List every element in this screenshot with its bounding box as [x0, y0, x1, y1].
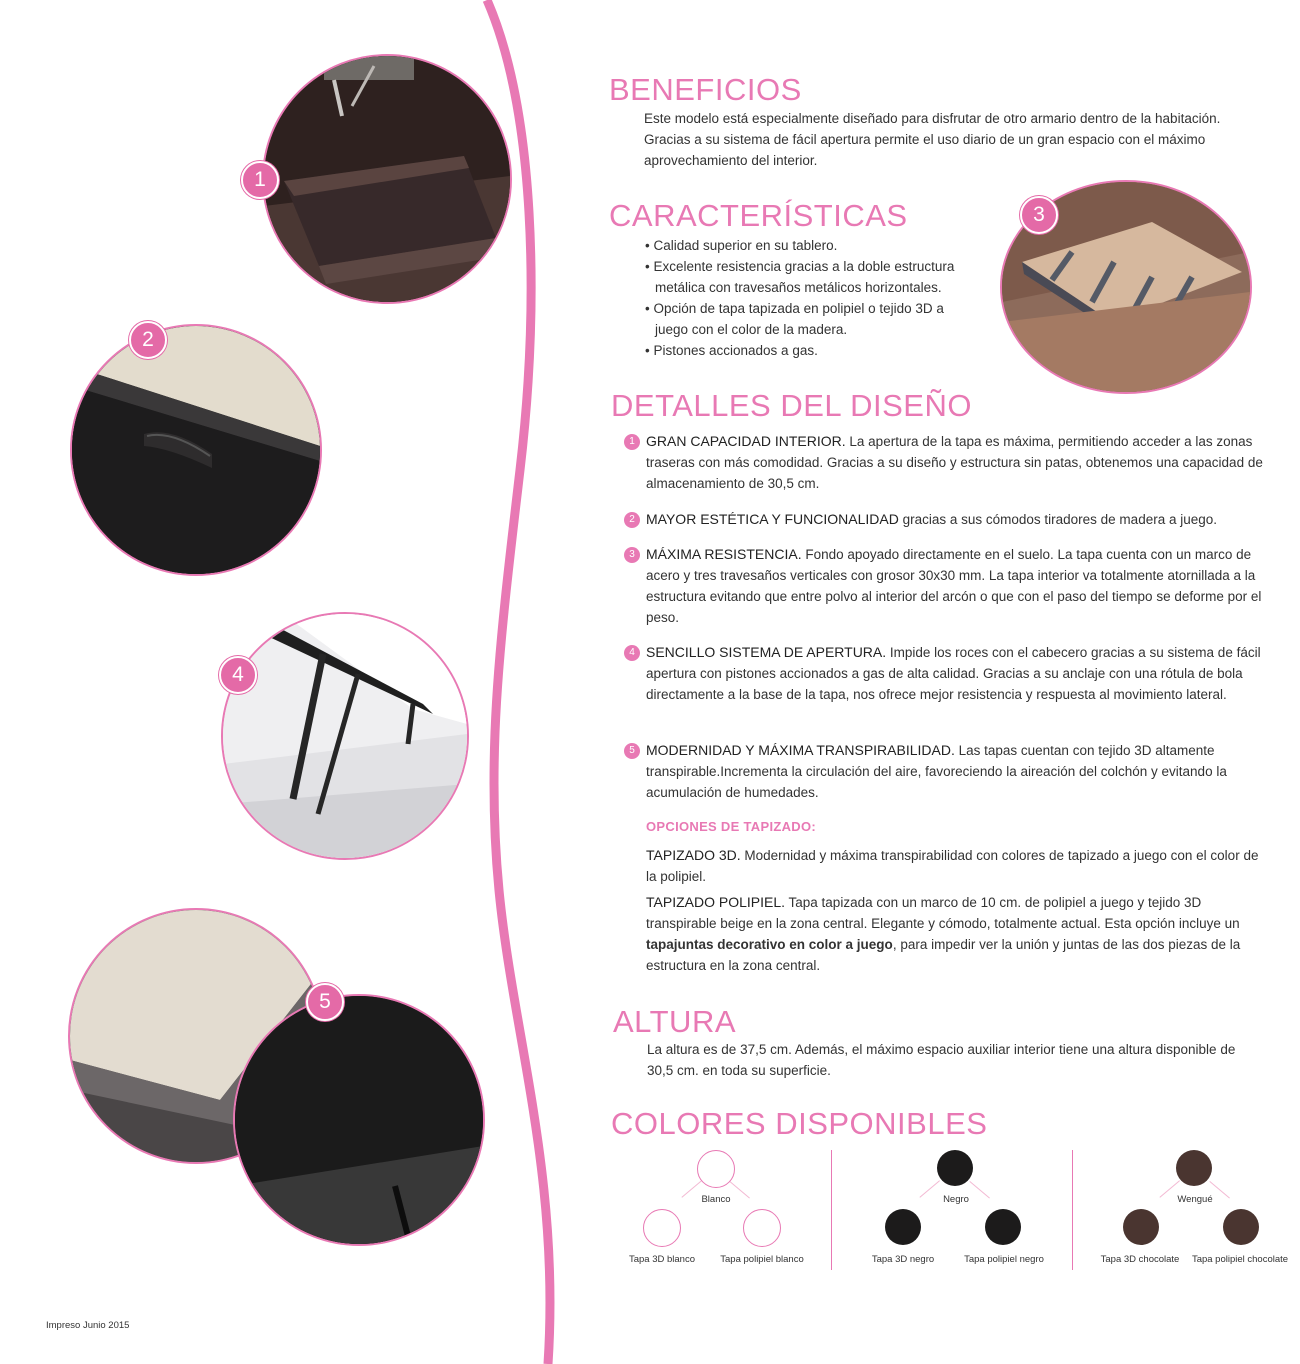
detail-item-4 [646, 642, 1266, 705]
altura-text: La altura es de 37,5 cm. Además, el máximo espacio auxiliar interior tiene una altura disponible de 30,5 cm. en toda su superficie. [647, 1042, 1236, 1078]
badge-4: 4 [219, 656, 257, 694]
detail-lead: MODERNIDAD Y MÁXIMA TRANSPIRABILIDAD. [646, 742, 955, 758]
swatch-blanco [697, 1150, 735, 1188]
swatch-label-wengue: Wengué [1177, 1194, 1213, 1205]
tapizado-3d-lead: TAPIZADO 3D. [646, 847, 741, 863]
swatch-negro [937, 1150, 973, 1186]
swatch-label-tapa-polipiel-negro: Tapa polipiel negro [964, 1254, 1044, 1265]
detail-text: gracias a sus cómodos tiradores de madera a juego. [898, 512, 1218, 527]
detail-number-1: 1 [624, 434, 640, 450]
photo-interior-capacity [262, 54, 512, 304]
swatch-wengue [1176, 1150, 1212, 1186]
detail-text: La apertura de la tapa es máxima, permitiendo acceder a las zonas traseras con más comodidad. Gracias a su diseño y estructura sin patas, obtenemos una capacidad de almacenamiento de 30,5 cm. [646, 434, 1263, 491]
detail-number-4: 4 [624, 645, 640, 661]
swatch-tapa-3d-blanco [643, 1209, 681, 1247]
detail-text: Fondo apoyado directamente en el suelo. La tapa cuenta con un marco de acero y tres travesaños verticales con grosor 30x30 mm. La tapa interior va totalmente atornillada a la estructura evitando que entre polvo al interior del arcón o que con el paso del tiempo se deforme por el peso. [646, 547, 1262, 625]
heading-caracteristicas: CARACTERÍSTICAS [609, 198, 908, 233]
heading-beneficios: BENEFICIOS [609, 72, 802, 107]
badge-5: 5 [306, 983, 344, 1021]
detail-item-1 [646, 431, 1266, 494]
swatch-label-tapa-polipiel-chocolate: Tapa polipiel chocolate [1191, 1254, 1289, 1265]
footer-print-date: Impreso Junio 2015 [46, 1320, 130, 1331]
separator [1072, 1150, 1073, 1270]
detail-lead: MÁXIMA RESISTENCIA. [646, 546, 802, 562]
detail-item-5 [646, 740, 1266, 803]
heading-altura: ALTURA [613, 1004, 737, 1039]
swatch-tapa-polipiel-blanco [743, 1209, 781, 1247]
photo-gas-pistons [221, 612, 469, 860]
detail-text: Las tapas cuentan con tejido 3D altamente transpirable.Incrementa la circulación del aire, favoreciendo la aireación del colchón y evitando la acumulación de humedades. [646, 743, 1227, 800]
detail-lead: SENCILLO SISTEMA DE APERTURA. [646, 644, 887, 660]
swatch-tapa-polipiel-negro [985, 1209, 1021, 1245]
detail-number-3: 3 [624, 547, 640, 563]
separator [831, 1150, 832, 1270]
badge-2: 2 [129, 321, 167, 359]
swatch-label-tapa-polipiel-blanco: Tapa polipiel blanco [720, 1254, 804, 1265]
swatch-tapa-3d-chocolate [1123, 1209, 1159, 1245]
detail-lead: MAYOR ESTÉTICA Y FUNCIONALIDAD [646, 511, 899, 527]
detail-number-5: 5 [624, 743, 640, 759]
heading-colores: COLORES DISPONIBLES [611, 1106, 988, 1141]
badge-3: 3 [1020, 196, 1058, 234]
caracteristicas-list [643, 235, 963, 361]
badge-1: 1 [241, 161, 279, 199]
swatch-tapa-3d-negro [885, 1209, 921, 1245]
beneficios-text: Este modelo está especialmente diseñado para disfrutar de otro armario dentro de la habitación. Gracias a su sistema de fácil apertura permite el uso diario de un gran espacio con el máximo aprovechamiento del interior. [644, 111, 1221, 168]
detail-text: Impide los roces con el cabecero gracias a su sistema de fácil apertura con pistones accionados a gas de alta calidad. Gracias a su anclaje con una rótula de bola directamente a la base de la tapa, nos ofrece mejor resistencia y respuesta al movimiento lateral. [646, 645, 1261, 702]
tapizado-3d-text: Modernidad y máxima transpirabilidad con colores de tapizado a juego con el color de la polipiel. [646, 848, 1259, 884]
opciones-tapizado-title: OPCIONES DE TAPIZADO: [646, 819, 817, 834]
heading-detalles: DETALLES DEL DISEÑO [611, 388, 972, 423]
caracteristica-item: • Calidad superior en su tablero. [643, 235, 963, 256]
detail-lead: GRAN CAPACIDAD INTERIOR. [646, 433, 846, 449]
swatch-label-tapa-3d-chocolate: Tapa 3D chocolate [1100, 1254, 1180, 1265]
caracteristica-item: • Excelente resistencia gracias a la doble estructura metálica con travesaños metálicos horizontales. [643, 256, 963, 298]
tapizado-polipiel-text-after: , para impedir ver la unión y juntas de las dos piezas de la estructura en la zona central. [646, 937, 1241, 973]
detail-item-3 [646, 544, 1266, 628]
tapizado-3d [646, 845, 1266, 887]
swatch-label-tapa-3d-negro: Tapa 3D negro [871, 1254, 935, 1265]
photo-black-fabric [233, 994, 485, 1246]
tapizado-polipiel [646, 892, 1266, 976]
swatch-label-blanco: Blanco [701, 1194, 731, 1205]
photo-handle-detail [70, 324, 322, 576]
swatch-label-tapa-3d-blanco: Tapa 3D blanco [628, 1254, 696, 1265]
caracteristica-item: • Pistones accionados a gas. [643, 340, 963, 361]
tapizado-polipiel-lead: TAPIZADO POLIPIEL. [646, 894, 786, 910]
detail-number-2: 2 [624, 512, 640, 528]
detail-item-2 [646, 509, 1266, 530]
swatch-tapa-polipiel-chocolate [1223, 1209, 1259, 1245]
caracteristica-item: • Opción de tapa tapizada en polipiel o tejido 3D a juego con el color de la madera. [643, 298, 963, 340]
tapizado-polipiel-bold: tapajuntas decorativo en color a juego [646, 937, 893, 952]
swatch-label-negro: Negro [943, 1194, 969, 1205]
tapizado-polipiel-text: Tapa tapizada con un marco de 10 cm. de polipiel a juego y tejido 3D transpirable beige en la zona central. Elegante y cómodo, totalmente actual. Esta opción incluye un [646, 895, 1240, 931]
